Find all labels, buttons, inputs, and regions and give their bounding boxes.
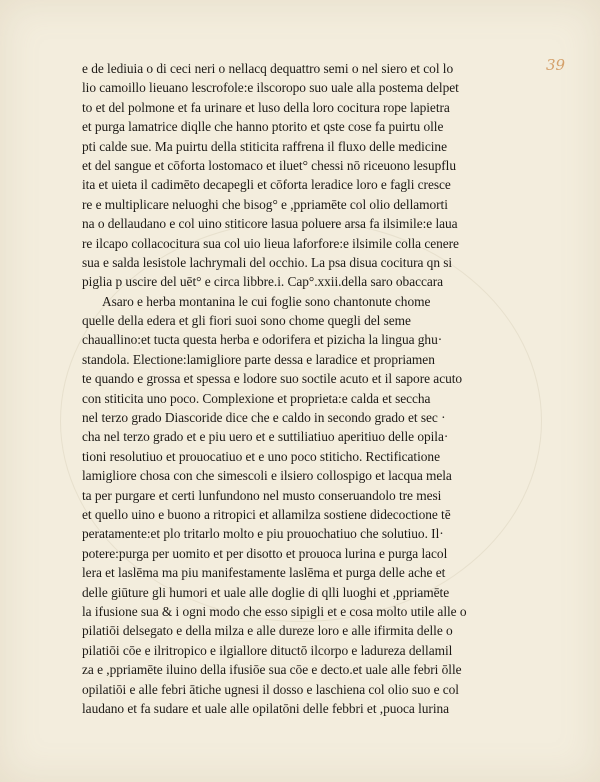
text-line: sua e salda lesistole lachrymali del occhio. La psa disua cocitura qn si: [82, 254, 453, 270]
text-block: [82, 59, 544, 718]
text-line: opilatiōi e alle febri ātiche ugnesi il dosso e laschiena col olio suo e col: [82, 681, 459, 697]
text-line: ita et uieta il cadimēto decapegli et cōforta leradice loro e fagli cresce: [82, 177, 451, 193]
text-line: cha nel terzo grado et e piu uero et e suttiliatiuo aperitiuo delle opila·: [82, 429, 449, 445]
text-line: te quando e grossa et spessa e lodore suo soctile acuto et il sapore acuto: [82, 371, 463, 387]
folio-number: 39: [546, 56, 566, 74]
text-line: pilatiōi delsegato e della milza e alle dureze loro e alle ifirmita delle o: [82, 623, 453, 639]
text-line: re e multiplicare neluoghi che bisog° e ,ppriamēte col olio dellamorti: [82, 196, 448, 212]
text-line: la ifusione sua & i ogni modo che esso sipigli et e cosa molto utile alle o: [82, 603, 467, 619]
text-line: tioni resolutiuo et prouocatiuo et e uno poco stiticho. Rectificatione: [82, 448, 440, 464]
text-line: ta per purgare et certi lunfundono nel musto conseruandolo tre mesi: [82, 487, 442, 503]
text-line: standola. Electione:lamigliore parte dessa e laradice et propriamen: [82, 351, 435, 367]
text-line: to et del polmone et fa urinare et luso della loro cocitura rope lapietra: [82, 99, 450, 115]
text-line: et quello uino e buono a ritropici et allamilza sostiene didecoctione tē: [82, 506, 451, 522]
text-line: pilatiōi cōe e ilritropico e ilgiallore dituctō ilcorpo e ladureza dellamil: [82, 642, 453, 658]
text-line: piglia p uscire del uēt° e circa libbre.i. Cap°.xxii.della saro obaccara: [82, 274, 444, 290]
text-line: peratamente:et plo tritarlo molto e piu prouochatiuo che solutiuo. Il·: [82, 526, 444, 542]
text-line: nel terzo grado Diascoride dice che e caldo in secondo grado et sec ·: [82, 410, 446, 426]
text-line: delle giūture gli humori et uale alle doglie di qlli luoghi et ,ppriamēte: [82, 584, 450, 600]
text-line: Asaro e herba montanina le cui foglie sono chantonute chome: [102, 293, 431, 309]
text-line: na o dellaudano e col uino stiticore lasua poluere arsa fa ilsimile:e laua: [82, 216, 458, 232]
text-line: et purga lamatrice diqlle che hanno ptorito et qste cose fa puirtu olle: [82, 119, 444, 135]
text-line: za e ,ppriamēte iluino della ifusiōe sua cōe e decto.et uale alle febri ōlle: [82, 662, 462, 678]
text-line: quelle della edera et gli fiori suoi sono chome quegli del seme: [82, 313, 411, 329]
text-line: pti calde sue. Ma puirtu della stiticita raffrena il fluxo delle medicine: [82, 138, 447, 154]
text-line: potere:purga per uomito et per disotto et prouoca lurina e purga lacol: [82, 545, 448, 561]
text-line: re ilcapo collacocitura sua col uio lieua laforfore:e ilsimile colla cenere: [82, 235, 459, 251]
text-line: lio camoillo lieuano lescrofole:e ilscoropo suo uale alla postema delpet: [82, 80, 459, 96]
text-line: laudano et fa sudare et uale alle opilatōni delle febbri et ,puoca lurina: [82, 700, 450, 716]
text-line: lera et laslēma ma piu manifestamente laslēma et purga delle ache et: [82, 565, 446, 581]
text-line: lamigliore chosa con che simescoli e ilsiero collospigo et lacqua mela: [82, 468, 452, 484]
text-line: e de lediuia o di ceci neri o nellacq dequattro semi o nel siero et col lo: [82, 61, 454, 76]
text-line: et del sangue et cōforta lostomaco et iluet° chessi nō riceuono lesupflu: [82, 157, 456, 173]
text-line: con stiticita uno poco. Complexione et proprieta:e calda et seccha: [82, 390, 431, 406]
text-line: chauallino:et tucta questa herba e odorifera et pizicha la lingua ghu·: [82, 332, 443, 348]
